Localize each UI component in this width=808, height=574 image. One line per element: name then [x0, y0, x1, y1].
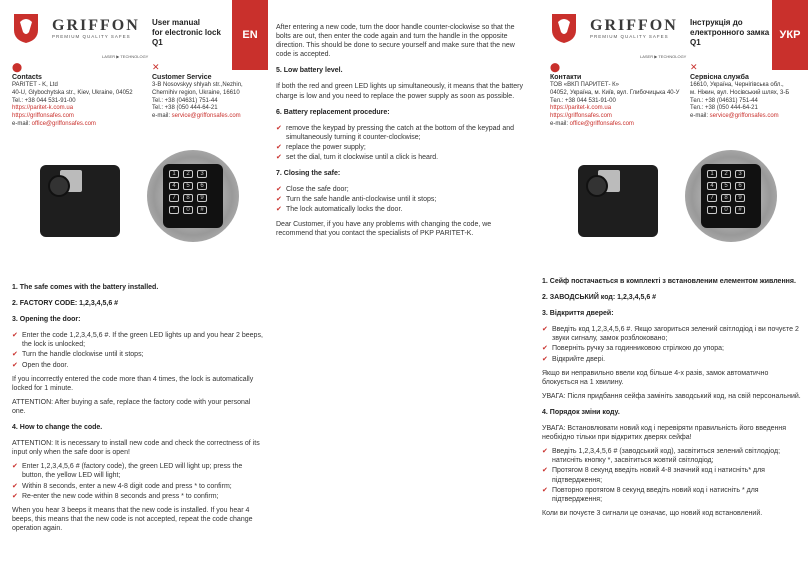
- check-circle-icon: ✔: [12, 492, 18, 500]
- key-image: 5: [183, 182, 193, 190]
- keypad-face: [163, 164, 223, 228]
- key-image: *: [707, 206, 717, 214]
- contacts-email-row: [12, 121, 152, 129]
- service-line: Тел.: +38 (04631) 751-44: [690, 97, 758, 104]
- section-heading: 1. The safe comes with the battery installed.: [12, 284, 159, 291]
- email-link[interactable]: office@griffonsafes.com: [31, 121, 96, 128]
- section-heading: 1. Сейф постачається в комплекті з встановленим елементом живлення.: [542, 278, 796, 285]
- check-text: replace the power supply;: [286, 143, 366, 151]
- paragraph: Коли ви почуєте 3 сигнали це означає, що новий код встановлений.: [542, 509, 763, 517]
- title-line: Q1: [690, 38, 701, 47]
- key-image: 1: [707, 170, 717, 178]
- link-griffon[interactable]: https://griffonsafes.com: [550, 113, 612, 120]
- paragraph: When you hear 3 beeps it means that the new code is installed. If you hear 4 beeps, this means that the new code is not accepted, repeat the code change operation again.: [12, 506, 253, 532]
- service-line: Tel.: +38 (04631) 751-44: [152, 97, 218, 104]
- section-heading: 6. Battery replacement procedure:: [276, 108, 390, 116]
- paragraph: If both the red and green LED lights up simultaneously, it means that the battery charge is low and you need to replace the power supply as soon as possible.: [276, 83, 523, 100]
- paragraph: After entering a new code, turn the door handle counter-clockwise so that the bolts are out, then enter the code again and turn the handle in the opposite direction. This should be done to secure yourself and make sure that the new code is accepted.: [276, 24, 515, 59]
- brand-tagline: PREMIUM QUALITY SAFES: [52, 34, 131, 39]
- check-circle-icon: ✔: [542, 448, 548, 456]
- link-griffon[interactable]: https://griffonsafes.com: [12, 113, 74, 120]
- title-line: for electronic lock: [152, 28, 221, 37]
- check-text: Within 8 seconds, enter a new 4-8 digit code and press * to confirm;: [22, 482, 232, 490]
- check-circle-icon: ✔: [542, 486, 548, 494]
- contacts-line: Tel.: +38 044 531-91-00: [12, 97, 76, 104]
- page-en: [0, 0, 268, 574]
- section-heading: 4. How to change the code.: [12, 424, 103, 432]
- section-heading: 4. Порядок зміни коду.: [542, 408, 620, 416]
- check-text: Відкрийте двері.: [552, 355, 606, 363]
- check-item: [542, 466, 804, 484]
- keypad-image: [685, 150, 777, 242]
- service-line: м. Ніжин, вул. Носівський шлях, 3-Б: [690, 89, 790, 96]
- lock-hole: [586, 175, 608, 197]
- contacts-line: 40-U, Glybochytska str., Kiev, Ukraine, 04052: [12, 89, 133, 96]
- email-label: e-mail:: [152, 113, 172, 120]
- manual-title: [152, 18, 221, 48]
- key-image: *: [169, 206, 179, 214]
- service-email-row: [690, 113, 802, 121]
- key-image: 5: [721, 182, 731, 190]
- check-circle-icon: ✔: [12, 351, 18, 359]
- service-email-row: [152, 113, 264, 121]
- check-circle-icon: ✔: [12, 482, 18, 490]
- key-image: 2: [721, 170, 731, 178]
- paragraph: If you incorrectly entered the code more than 4 times, the lock is automatically locked for 1 minute.: [12, 375, 254, 392]
- manual-title: [690, 18, 769, 48]
- check-text: The lock automatically locks the door.: [286, 206, 403, 214]
- contacts-email-row: [550, 121, 690, 129]
- check-text: Протягом 8 секунд введіть новий 4-8 значний код і натисніть* для підтвердження;: [552, 467, 765, 484]
- check-circle-icon: ✔: [276, 186, 282, 194]
- instructions-ua: [542, 270, 804, 523]
- wrench-icon: ✕: [690, 62, 698, 72]
- section-heading: 5. Low battery level.: [276, 67, 343, 75]
- check-item: [542, 355, 804, 364]
- link-paritet[interactable]: https://paritet-k.com.ua: [12, 105, 74, 112]
- check-circle-icon: ✔: [276, 154, 282, 162]
- page-ua: [538, 0, 808, 574]
- key-image: #: [735, 206, 745, 214]
- check-item: [276, 185, 528, 194]
- lock-body-image: [40, 165, 120, 237]
- check-item: [12, 331, 264, 349]
- check-text: Open the door.: [22, 361, 69, 369]
- key-image: 3: [197, 170, 207, 178]
- check-circle-icon: ✔: [12, 463, 18, 471]
- key-image: 2: [183, 170, 193, 178]
- key-image: 4: [707, 182, 717, 190]
- check-circle-icon: ✔: [276, 206, 282, 214]
- instructions-en-part1: [12, 276, 264, 538]
- paragraph: УВАГА: Встановлювати новий код і перевіряти правильність його введення необхідно тільки при відкритих дверях сейфа!: [542, 425, 787, 442]
- brand-name: GRIFFON: [52, 17, 140, 34]
- contacts-line: 04052, Україна, м. Київ, вул. Глибочицька 40-У: [550, 89, 680, 96]
- check-item: [12, 361, 264, 370]
- check-text: Turn the handle clockwise until it stops;: [22, 351, 144, 359]
- check-item: [276, 143, 528, 152]
- service-line: 16610, Україна, Чернігівська обл.,: [690, 82, 784, 89]
- key-image: 3: [735, 170, 745, 178]
- service-heading: Customer Service: [152, 74, 212, 81]
- email-label: e-mail:: [550, 121, 570, 128]
- service-block: [152, 62, 264, 121]
- check-circle-icon: ✔: [542, 355, 548, 363]
- email-link[interactable]: service@griffonsafes.com: [709, 113, 779, 120]
- section-heading: 2. ЗАВОДСЬКИЙ код: 1,2,3,4,5,6 #: [542, 294, 657, 302]
- griffon-logo: [12, 12, 152, 62]
- check-item: [12, 492, 264, 501]
- key-image: 0: [183, 206, 193, 214]
- check-text: Enter 1,2,3,4,5,6 # (factory code), the green LED will light up; press the button, the yellow LED will light;: [22, 463, 243, 480]
- check-item: [542, 447, 804, 465]
- griffon-shield-icon: [550, 12, 578, 44]
- check-circle-icon: ✔: [276, 196, 282, 204]
- check-circle-icon: ✔: [542, 326, 548, 334]
- key-image: 6: [735, 182, 745, 190]
- page-en-continued: [268, 0, 538, 574]
- lock-hole: [48, 175, 70, 197]
- check-text: Enter the code 1,2,3,4,5,6 #. If the green LED lights up and you hear 2 beeps, the lock is unlocked;: [22, 332, 263, 349]
- brand-name: GRIFFON: [590, 17, 678, 34]
- check-text: remove the keypad by pressing the catch at the bottom of the keypad and simultaneously turning it counter-clockwise;: [286, 124, 515, 141]
- key-image: 6: [197, 182, 207, 190]
- key-image: 8: [721, 194, 731, 202]
- check-circle-icon: ✔: [276, 124, 282, 132]
- lock-photos: [40, 145, 240, 255]
- contacts-block: [12, 62, 152, 129]
- check-circle-icon: ✔: [542, 467, 548, 475]
- key-image: 1: [169, 170, 179, 178]
- contacts-heading: Контакти: [550, 74, 582, 81]
- contacts-line: ТОВ «ВКП ПАРИТЕТ- К»: [550, 82, 620, 89]
- laser-technology: LASER ▶ TECHNOLOGY: [640, 54, 687, 59]
- check-text: Поверніть ручку за годинниковою стрілкою до упора;: [552, 345, 725, 353]
- keypad-face: [701, 164, 761, 228]
- check-item: [12, 462, 264, 480]
- title-line: електронного замка: [690, 28, 770, 37]
- key-image: #: [197, 206, 207, 214]
- check-item: [542, 344, 804, 353]
- key-image: 7: [707, 194, 717, 202]
- lock-body-image: [578, 165, 658, 237]
- check-item: [542, 325, 804, 343]
- section-heading: 7. Closing the safe:: [276, 170, 341, 178]
- title-line: User manual: [152, 18, 201, 27]
- service-line: Chernihiv region, Ukraine, 16610: [152, 89, 240, 96]
- check-circle-icon: ✔: [542, 345, 548, 353]
- paragraph: Якщо ви неправильно ввели код більше 4-х разів, замок автоматично блокується на 1 хвилину.: [542, 369, 769, 386]
- email-label: e-mail:: [12, 121, 32, 128]
- check-item: [276, 205, 528, 214]
- lock-photos: [578, 145, 778, 255]
- key-image: 8: [183, 194, 193, 202]
- check-item: [276, 124, 528, 142]
- griffon-shield-icon: [12, 12, 40, 44]
- check-text: Turn the safe handle anti-clockwise until it stops;: [286, 196, 437, 204]
- email-label: e-mail:: [690, 113, 710, 120]
- griffon-logo: [550, 12, 690, 62]
- check-item: [542, 486, 804, 504]
- check-text: Введіть 1,2,3,4,5,6 # (заводський код), засвітиться зелений світлодіод; натисніть кнопку *, засвітиться жовтий світлодіод;: [552, 448, 781, 465]
- check-text: Введіть код 1,2,3,4,5,6 #. Якщо загориться зелений світлодіод і ви почуєте 2 звуки сигналу, замок розблоковано;: [552, 326, 799, 343]
- check-text: Close the safe door;: [286, 186, 349, 194]
- service-block: [690, 62, 802, 121]
- contacts-heading: Contacts: [12, 74, 42, 81]
- check-item: [12, 482, 264, 491]
- service-line: Тел.: +38 (050 444-64-21: [690, 105, 758, 112]
- contacts-block: [550, 62, 690, 129]
- location-pin-icon: ⬤: [12, 62, 23, 72]
- check-circle-icon: ✔: [12, 332, 18, 340]
- key-image: 9: [197, 194, 207, 202]
- key-image: 9: [735, 194, 745, 202]
- section-heading: 3. Відкриття дверей:: [542, 310, 614, 318]
- laser-technology: LASER ▶ TECHNOLOGY: [102, 54, 149, 59]
- key-image: 7: [169, 194, 179, 202]
- section-heading: 2. FACTORY CODE: 1,2,3,4,5,6 #: [12, 300, 119, 308]
- paragraph: ATTENTION: After buying a safe, replace the factory code with your personal one.: [12, 398, 251, 415]
- title-line: Інструкція до: [690, 18, 743, 27]
- paragraph: Dear Customer, if you have any problems with changing the code, we recommend that you contact the specialists of PKP PARITET-K.: [276, 220, 492, 237]
- check-item: [12, 350, 264, 359]
- contacts-line: Тел.: +38 044 531-91-00: [550, 97, 616, 104]
- check-text: Повторно протягом 8 секунд введіть новий код і натисніть * для підтвердження;: [552, 486, 759, 503]
- check-text: Re-enter the new code within 8 seconds and press * to confirm;: [22, 492, 219, 500]
- section-heading: 3. Opening the door:: [12, 316, 81, 324]
- check-text: set the dial, turn it clockwise until a click is heard.: [286, 154, 439, 162]
- language-tab-en: EN: [232, 0, 268, 70]
- paragraph: УВАГА: Після придбання сейфа замініть заводський код, на свій персональний.: [542, 392, 801, 400]
- service-line: 3-B Nosovskyy shlyah str.,Nezhin,: [152, 82, 243, 89]
- link-paritet[interactable]: https://paritet-k.com.ua: [550, 105, 612, 112]
- title-line: Q1: [152, 38, 163, 47]
- keypad-image: [147, 150, 239, 242]
- language-tab-ua: УКР: [772, 0, 808, 70]
- key-image: 0: [721, 206, 731, 214]
- check-circle-icon: ✔: [276, 143, 282, 151]
- email-link[interactable]: office@griffonsafes.com: [569, 121, 634, 128]
- wrench-icon: ✕: [152, 62, 160, 72]
- key-image: 4: [169, 182, 179, 190]
- check-item: [276, 195, 528, 204]
- service-line: Tel.: +38 (050 444-64-21: [152, 105, 218, 112]
- email-link[interactable]: service@griffonsafes.com: [171, 113, 241, 120]
- check-circle-icon: ✔: [12, 361, 18, 369]
- service-heading: Сервісна служба: [690, 74, 749, 81]
- paragraph: ATTENTION: It is necessary to install new code and check the correctness of its input only when the safe door is open!: [12, 440, 260, 457]
- check-item: [276, 153, 528, 162]
- contacts-line: PARITET - K, Ltd: [12, 82, 58, 89]
- location-pin-icon: ⬤: [550, 62, 561, 72]
- brand-tagline: PREMIUM QUALITY SAFES: [590, 34, 669, 39]
